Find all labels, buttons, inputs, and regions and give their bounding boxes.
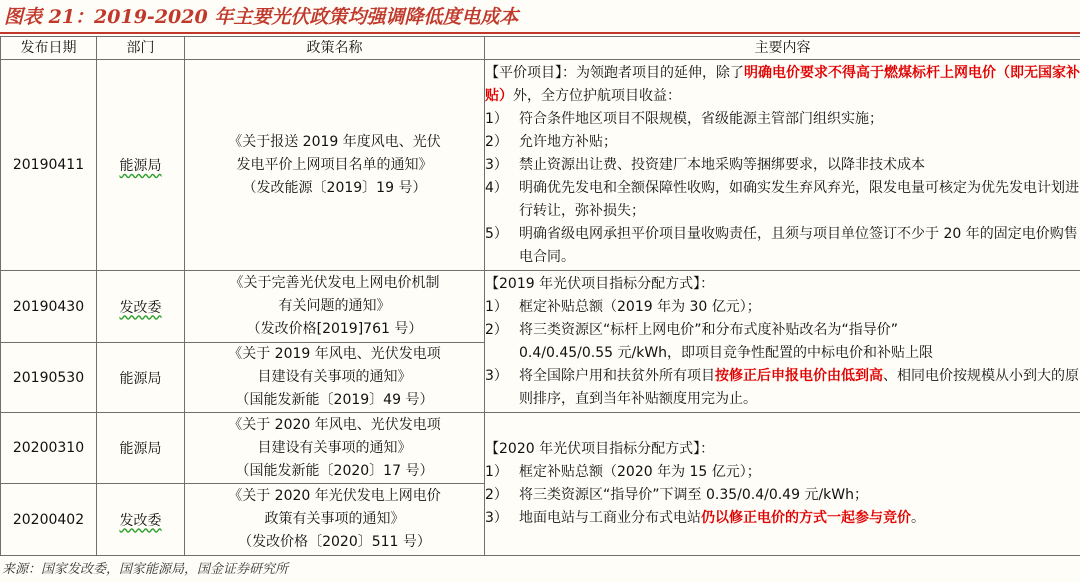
policy-name-line: 《关于 2020 年风电、光伏发电项 (228, 416, 441, 433)
highlight-text: 仍以修正电价的方式一起参与竞价 (701, 510, 911, 526)
policy-name-line: 发电平价上网项目名单的通知》 (236, 156, 433, 173)
list-text: 将三类资源区“指导价”下调至 0.35/0.4/0.49 元/kWh； (519, 487, 868, 503)
list-text: 将三类资源区“标杆上网电价”和分布式度补贴改名为“指导价” (519, 321, 899, 338)
policy-name-line: 目建设有关事项的通知》 (257, 439, 412, 456)
list-item (485, 507, 1080, 530)
dept-cell (97, 60, 185, 271)
list-text: 符合条件地区项目不限规模，省级能源主管部门组织实施； (519, 110, 883, 127)
policy-name-cell (185, 60, 485, 271)
policy-name-line: 政策有关事项的通知》 (264, 511, 405, 527)
list-number: 2） (485, 321, 508, 338)
policy-doc-number: （发改价格[2019]761 号） (246, 321, 423, 337)
list-item (485, 296, 1080, 319)
list-item (485, 461, 1080, 484)
list-text: 明确优先发电和全额保障性收购，如确实发生弃风弃光，限发电量可核定为优先发电计划进行转让，弥补损失； (519, 179, 1079, 219)
policy-name-line: 《关于完善光伏发电上网电价机制 (229, 275, 440, 291)
list-number: 3） (485, 156, 508, 173)
list-number: 2） (485, 487, 508, 503)
policy-name-cell (185, 271, 485, 343)
header-policy-name: 政策名称 (185, 37, 485, 60)
policy-doc-number: （发改能源〔2019〕19 号） (242, 179, 427, 196)
list-number: 3） (485, 510, 508, 526)
list-item (485, 177, 1080, 223)
date-cell: 20190530 (1, 343, 97, 413)
intro-text: 【平价项目】：为领跑者项目的延伸，除了 (485, 64, 744, 81)
list-number: 1） (485, 298, 508, 315)
content-cell (485, 271, 1080, 413)
content-header: 【2020 年光伏项目指标分配方式】： (485, 441, 715, 457)
policy-doc-number: （国能发新能〔2020〕17 号） (235, 462, 434, 479)
list-number: 1） (485, 464, 508, 480)
figure-title: 图表 21：2019-2020 年主要光伏政策均强调降低度电成本 (0, 0, 1080, 34)
list-text: 禁止资源出让费、投资建厂本地采购等捆绑要求，以降非技术成本 (519, 156, 925, 173)
dept-text: 发改委 (119, 512, 162, 529)
dept-text: 能源局 (119, 370, 162, 387)
list-text: 明确省级电网承担平价项目量收购责任，且须与项目单位签订不少于 20 年的固定电价购售电合同。 (519, 225, 1078, 265)
table-row (1, 413, 1080, 484)
dept-text: 发改委 (119, 299, 162, 316)
dept-text: 能源局 (119, 158, 162, 174)
dept-cell (97, 413, 185, 484)
header-date: 发布日期 (1, 37, 97, 60)
table-row (1, 60, 1080, 271)
list-text (519, 365, 1080, 411)
highlight-text: 明确电价要求不得高于燃煤标杆上网电价（即无国家补贴） (485, 64, 1080, 104)
list-text-part: 、相同电价按规模从小到大的原则排序，直到当年补贴额度用完为止。 (519, 367, 1079, 407)
list-item (485, 484, 1080, 507)
policy-name-cell (185, 343, 485, 413)
date-cell: 20200402 (1, 484, 97, 556)
header-dept: 部门 (97, 37, 185, 60)
list-item (485, 108, 1080, 131)
policy-doc-number: （国能发新能〔2019〕49 号） (235, 392, 434, 408)
dept-cell (97, 343, 185, 413)
list-text-part: 。 (911, 510, 925, 526)
list-text (519, 507, 1080, 530)
highlight-text: 按修正后申报电价由低到高 (715, 367, 883, 384)
list-text: 允许地方补贴； (519, 133, 617, 150)
list-text-part: 将全国除户用和扶贫外所有项目 (519, 367, 715, 384)
date-cell: 20190430 (1, 271, 97, 343)
header-main-content: 主要内容 (485, 37, 1080, 60)
policy-name-line: 有关问题的通知》 (278, 298, 391, 314)
date-cell: 20200310 (1, 413, 97, 484)
table-row (1, 271, 1080, 343)
list-number: 3） (485, 367, 508, 384)
list-number: 1） (485, 110, 508, 127)
content-cell (485, 60, 1080, 271)
list-item (485, 131, 1080, 154)
content-intro (485, 62, 1080, 108)
content-cell (485, 413, 1080, 556)
source-note: 来源：国家发改委，国家能源局，国金证券研究所 (2, 562, 289, 577)
policy-name-line: 《关于 2020 年光伏发电上网电价 (228, 488, 441, 504)
policy-table (0, 36, 1080, 556)
policy-doc-number: （发改价格〔2020〕511 号） (238, 534, 431, 550)
policy-name-cell (185, 484, 485, 556)
list-number: 5） (485, 225, 508, 242)
dept-text: 能源局 (119, 441, 162, 457)
list-text: 框定补贴总额（2019 年为 30 亿元）； (519, 298, 761, 315)
list-text-part: 地面电站与工商业分布式电站 (519, 510, 701, 526)
dept-cell (97, 484, 185, 556)
list-item (485, 223, 1080, 269)
list-text: 框定补贴总额（2020 年为 15 亿元）； (519, 464, 761, 480)
policy-name-line: 《关于报送 2019 年度风电、光伏 (228, 133, 441, 150)
dept-cell (97, 271, 185, 343)
content-header: 【2019 年光伏项目指标分配方式】： (485, 275, 715, 292)
list-number: 2） (485, 133, 508, 150)
date-cell: 20190411 (1, 60, 97, 271)
policy-name-cell (185, 413, 485, 484)
intro-text: 外，全方位护航项目收益： (513, 87, 681, 104)
list-continuation: 0.4/0.45/0.55 元/kWh，即项目竞争性配置的中标电价和补贴上限 (519, 344, 934, 361)
list-item (485, 154, 1080, 177)
list-item (485, 319, 1080, 342)
list-item (485, 365, 1080, 411)
policy-name-line: 目建设有关事项的通知》 (257, 369, 412, 385)
policy-name-line: 《关于 2019 年风电、光伏发电项 (228, 346, 441, 362)
list-number: 4） (485, 179, 508, 196)
table-header-row (1, 37, 1080, 60)
